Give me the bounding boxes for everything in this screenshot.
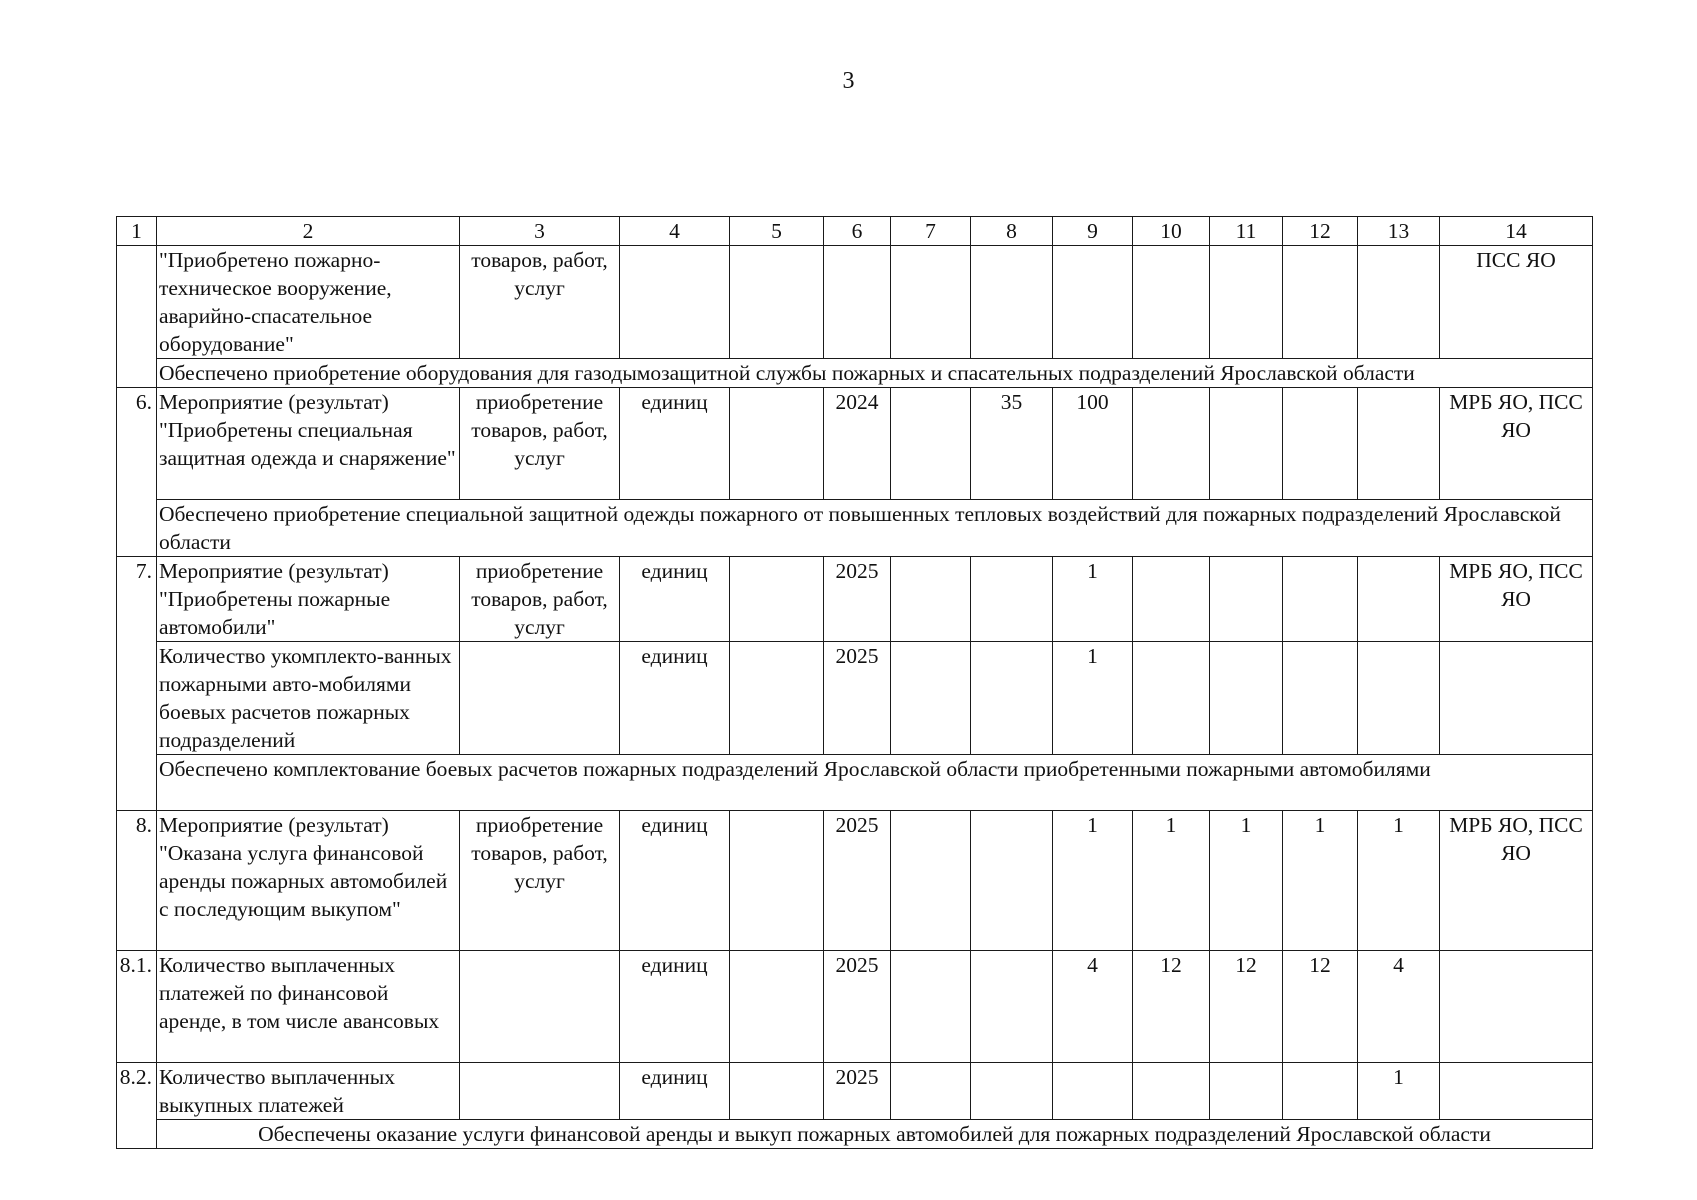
header-row xyxy=(117,217,1593,246)
value-cell: 12 xyxy=(1133,951,1210,1063)
unit-cell: единиц xyxy=(620,1063,730,1120)
table-row xyxy=(117,246,1593,359)
results-table xyxy=(116,216,1593,1149)
year-cell: 2025 xyxy=(824,642,891,755)
number-cell: 6. xyxy=(117,388,157,557)
name-cell: Количество выплаченных платежей по финансовой аренде, в том числе авансовых xyxy=(157,951,460,1063)
summary-text: Обеспечено комплектование боевых расчетов пожарных подразделений Ярославской области приобретенными пожарными автомобилями xyxy=(157,755,1593,811)
table-row xyxy=(117,811,1593,951)
header-cell: 10 xyxy=(1133,217,1210,246)
summary-text: Обеспечено приобретение специальной защитной одежды пожарного от повышенных тепловых воздействий для пожарных подразделений Ярославской области xyxy=(157,500,1593,557)
value-cell: 1 xyxy=(1210,811,1283,951)
number-cell: 8.2. xyxy=(117,1063,157,1149)
header-cell: 9 xyxy=(1053,217,1133,246)
header-cell: 2 xyxy=(157,217,460,246)
summary-text: Обеспечено приобретение оборудования для газодымозащитной службы пожарных и спасательных подразделений Ярославской области xyxy=(157,359,1593,388)
header-cell: 7 xyxy=(891,217,971,246)
table-row xyxy=(117,642,1593,755)
header-cell: 6 xyxy=(824,217,891,246)
unit-cell: единиц xyxy=(620,642,730,755)
number-cell: 7. xyxy=(117,557,157,811)
type-cell: приобретение товаров, работ, услуг xyxy=(460,388,620,500)
value-cell: 1 xyxy=(1283,811,1358,951)
type-cell: приобретение товаров, работ, услуг xyxy=(460,557,620,642)
header-cell: 14 xyxy=(1440,217,1593,246)
value-cell: 12 xyxy=(1283,951,1358,1063)
unit-cell: единиц xyxy=(620,811,730,951)
summary-row xyxy=(117,359,1593,388)
unit-cell: единиц xyxy=(620,557,730,642)
type-cell: приобретение товаров, работ, услуг xyxy=(460,811,620,951)
header-cell: 5 xyxy=(730,217,824,246)
year-cell: 2024 xyxy=(824,388,891,500)
year-cell: 2025 xyxy=(824,951,891,1063)
value-cell: 1 xyxy=(1358,811,1440,951)
name-cell: Мероприятие (результат) "Приобретены специальная защитная одежда и снаряжение" xyxy=(157,388,460,500)
name-cell: "Приобретено пожарно-техническое вооружение, аварийно-спасательное оборудование" xyxy=(157,246,460,359)
name-cell: Количество укомплекто-ванных пожарными авто-мобилями боевых расчетов пожарных подразделений xyxy=(157,642,460,755)
value-cell: 1 xyxy=(1053,557,1133,642)
value-cell: 12 xyxy=(1210,951,1283,1063)
table-row xyxy=(117,557,1593,642)
page-number: 3 xyxy=(842,68,855,94)
name-cell: Мероприятие (результат) "Приобретены пожарные автомобили" xyxy=(157,557,460,642)
unit-cell: единиц xyxy=(620,951,730,1063)
value-cell: 100 xyxy=(1053,388,1133,500)
table-row xyxy=(117,388,1593,500)
summary-text: Обеспечены оказание услуги финансовой аренды и выкуп пожарных автомобилей для пожарных подразделений Ярославской области xyxy=(157,1120,1593,1149)
responsible-cell: МРБ ЯО, ПСС ЯО xyxy=(1440,388,1593,500)
header-cell: 11 xyxy=(1210,217,1283,246)
responsible-cell: МРБ ЯО, ПСС ЯО xyxy=(1440,811,1593,951)
table-row xyxy=(117,1063,1593,1120)
summary-row xyxy=(117,755,1593,811)
table-row xyxy=(117,951,1593,1063)
value-cell: 4 xyxy=(1053,951,1133,1063)
value-cell: 1 xyxy=(1053,811,1133,951)
responsible-cell: МРБ ЯО, ПСС ЯО xyxy=(1440,557,1593,642)
number-cell: 8.1. xyxy=(117,951,157,1063)
header-cell: 4 xyxy=(620,217,730,246)
value-cell: 1 xyxy=(1133,811,1210,951)
year-cell: 2025 xyxy=(824,811,891,951)
summary-row xyxy=(117,500,1593,557)
header-cell: 8 xyxy=(971,217,1053,246)
value-cell: 35 xyxy=(971,388,1053,500)
value-cell: 1 xyxy=(1358,1063,1440,1120)
name-cell: Мероприятие (результат) "Оказана услуга финансовой аренды пожарных автомобилей с последующим выкупом" xyxy=(157,811,460,951)
header-cell: 3 xyxy=(460,217,620,246)
value-cell: 1 xyxy=(1053,642,1133,755)
value-cell: 4 xyxy=(1358,951,1440,1063)
responsible-cell: ПСС ЯО xyxy=(1440,246,1593,359)
number-cell: 8. xyxy=(117,811,157,951)
year-cell: 2025 xyxy=(824,557,891,642)
number-cell xyxy=(117,246,157,388)
header-cell: 12 xyxy=(1283,217,1358,246)
header-cell: 1 xyxy=(117,217,157,246)
type-cell: товаров, работ, услуг xyxy=(460,246,620,359)
name-cell: Количество выплаченных выкупных платежей xyxy=(157,1063,460,1120)
year-cell: 2025 xyxy=(824,1063,891,1120)
summary-row xyxy=(117,1120,1593,1149)
header-cell: 13 xyxy=(1358,217,1440,246)
unit-cell: единиц xyxy=(620,388,730,500)
